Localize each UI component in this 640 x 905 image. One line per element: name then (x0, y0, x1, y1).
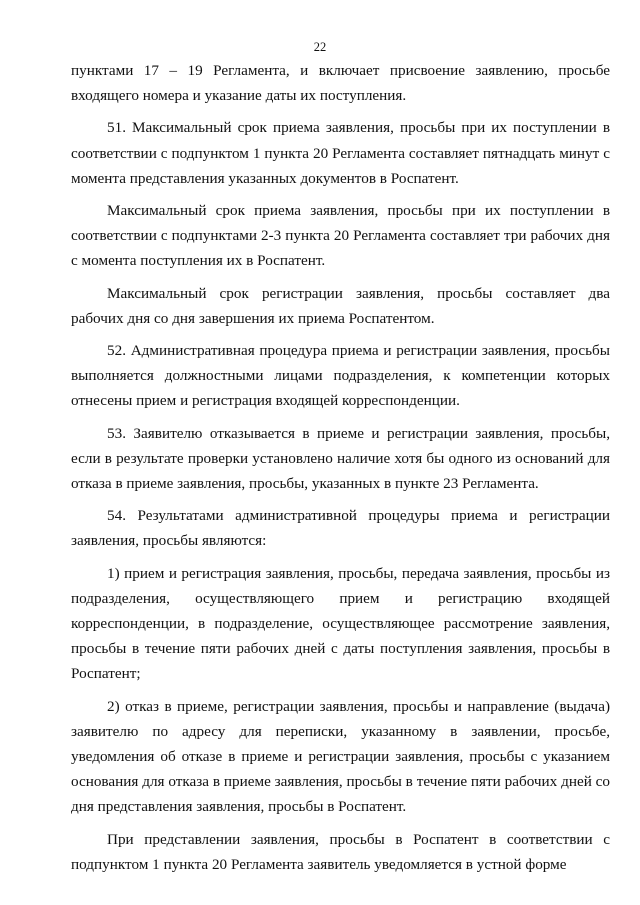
paragraph-52: 52. Административная процедура приема и регистрации заявления, просьбы выполняется должностными лицами подразделения, к компетенции которых отнесены прием и регистрация входящей корреспонденции. (71, 342, 610, 410)
page-number: 22 (313, 40, 327, 54)
paragraph-notification: При представлении заявления, просьбы в Роспатент в соответствии с подпунктом 1 пункта 20 Регламента заявитель уведомляется в устной форме (71, 830, 610, 873)
paragraph-51: 51. Максимальный срок приема заявления, просьбы при их поступлении в соответствии с подпунктом 1 пункта 20 Регламента составляет пятнадцать минут с момента представления указанных документов в Роспатент. (71, 119, 610, 187)
paragraph-54: 54. Результатами административной процедуры приема и регистрации заявления, просьбы являются: (71, 507, 610, 550)
paragraph-max-term-registration: Максимальный срок регистрации заявления, просьбы составляет два рабочих дня со дня завершения их приема Роспатентом. (71, 284, 610, 327)
paragraph-continuation: пунктами 17 – 19 Регламента, и включает присвоение заявлению, просьбе входящего номера и указание даты их поступления. (71, 62, 610, 105)
list-item-1: 1) прием и регистрация заявления, просьбы, передача заявления, просьбы из подразделения, осуществляющего прием и регистрацию входящей корреспонденции, в подразделение, осуществляющее рассмотрение заявления, просьбы в течение пяти рабочих дней с даты поступления заявления, просьбы в Роспатент; (71, 564, 610, 683)
paragraph-max-term-acceptance: Максимальный срок приема заявления, просьбы при их поступлении в соответствии с подпунктами 2-3 пункта 20 Регламента составляет три рабочих дня с момента поступления их в Роспатент. (71, 202, 610, 270)
paragraph-53: 53. Заявителю отказывается в приеме и регистрации заявления, просьбы, если в результате проверки установлено наличие хотя бы одного из оснований для отказа в приеме заявления, просьбы, указанных в пункте 23 Регламента. (71, 424, 610, 493)
list-item-2: 2) отказ в приеме, регистрации заявления, просьбы и направление (выдача) заявителю по адресу для переписки, указанному в заявлении, просьбе, уведомления об отказе в приеме и регистрации заявления, просьбы с указанием основания для отказа в приеме заявления, просьбы в течение пяти рабочих дней со дня представления заявления, просьбы в Роспатент. (71, 697, 610, 816)
document-body (71, 58, 610, 877)
